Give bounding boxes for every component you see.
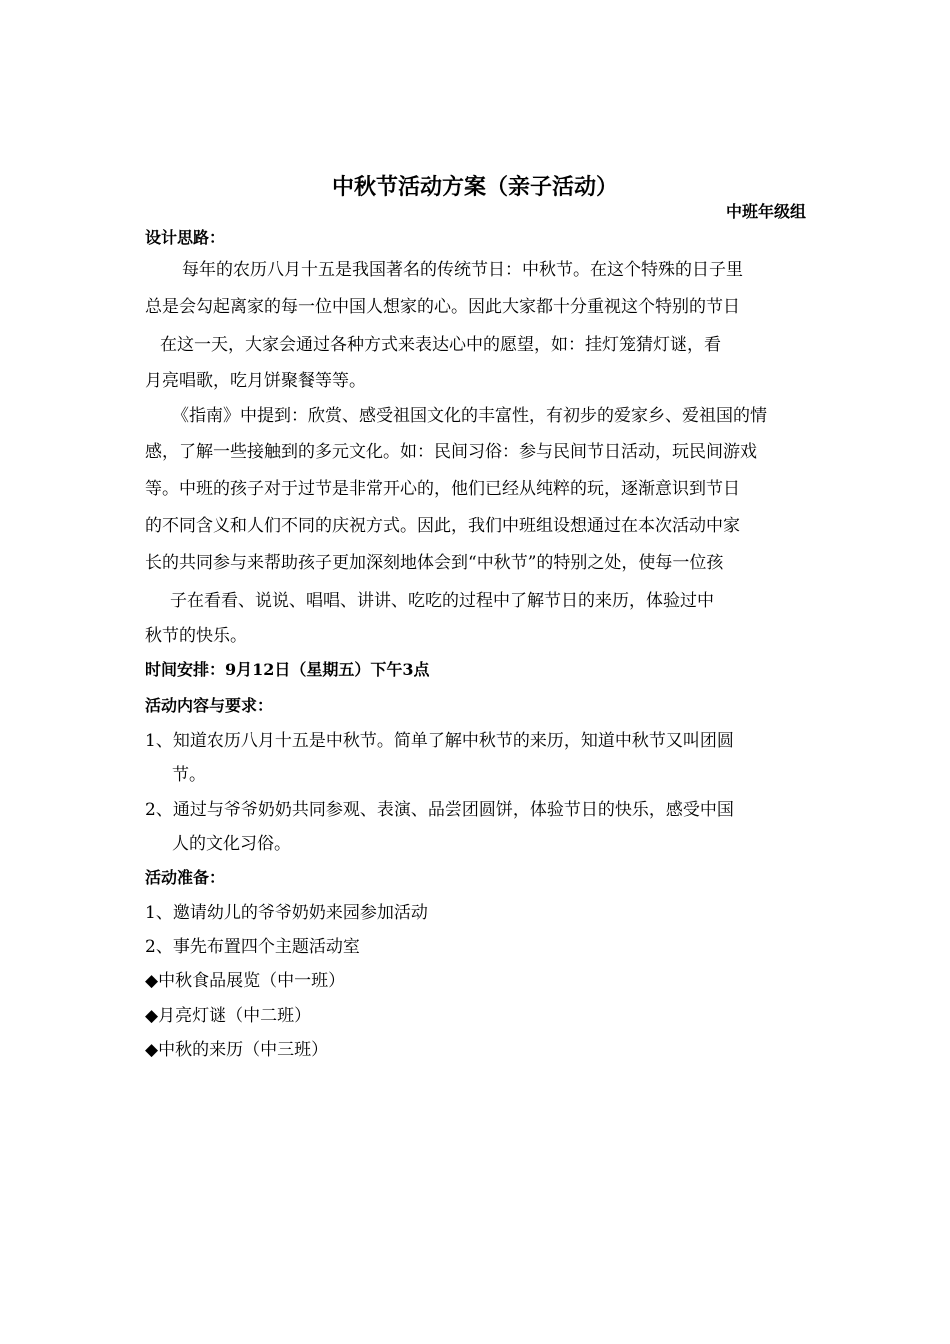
paragraph-line: 子在看看、说说、唱唱、讲讲、吃吃的过程中了解节日的来历，体验过中 [170,591,714,611]
paragraph-line: 秋节的快乐。 [145,626,247,646]
time-arrangement: 时间安排：9月12日（星期五）下午3点 [145,660,430,679]
document-title: 中秋节活动方案（亲子活动） [331,174,618,200]
goal-line: 节。 [172,765,206,785]
section-heading-design: 设计思路： [145,228,226,247]
paragraph-line: 《指南》中提到：欣赏、感受祖国文化的丰富性，有初步的爱家乡、爱祖国的情 [172,406,767,426]
preparation-line: ◆月亮灯谜（中二班） [145,1006,312,1026]
goal-line: 人的文化习俗。 [172,834,291,854]
goal-line: 2、通过与爷爷奶奶共同参观、表演、品尝团圆饼，体验节日的快乐，感受中国 [145,800,734,820]
paragraph-line: 的不同含义和人们不同的庆祝方式。因此，我们中班组设想通过在本次活动中家 [145,516,740,536]
paragraph-line: 长的共同参与来帮助孩子更加深刻地体会到“中秋节”的特别之处，使每一位孩 [145,553,724,573]
preparation-line: 2、事先布置四个主题活动室 [145,937,360,957]
section-heading-preparation: 活动准备： [145,868,226,887]
paragraph-line: 月亮唱歌，吃月饼聚餐等等。 [145,371,366,391]
paragraph-line: 在这一天，大家会通过各种方式来表达心中的愿望，如：挂灯笼猜灯谜，看 [160,335,721,355]
preparation-line: 1、邀请幼儿的爷爷奶奶来园参加活动 [145,903,428,923]
section-heading-goals: 活动内容与要求： [145,696,274,715]
paragraph-line: 每年的农历八月十五是我国著名的传统节日：中秋节。在这个特殊的日子里 [182,260,743,280]
preparation-line: ◆中秋食品展览（中一班） [145,971,346,991]
paragraph-line: 感，了解一些接触到的多元文化。如：民间习俗：参与民间节日活动，玩民间游戏 [145,442,757,462]
paragraph-line: 总是会勾起离家的每一位中国人想家的心。因此大家都十分重视这个特别的节日 [145,297,740,317]
author-group: 中班年级组 [725,202,806,221]
paragraph-line: 等。中班的孩子对于过节是非常开心的，他们已经从纯粹的玩，逐渐意识到节日 [145,479,740,499]
preparation-line: ◆中秋的来历（中三班） [145,1040,329,1060]
goal-line: 1、知道农历八月十五是中秋节。简单了解中秋节的来历，知道中秋节又叫团圆 [145,731,734,751]
